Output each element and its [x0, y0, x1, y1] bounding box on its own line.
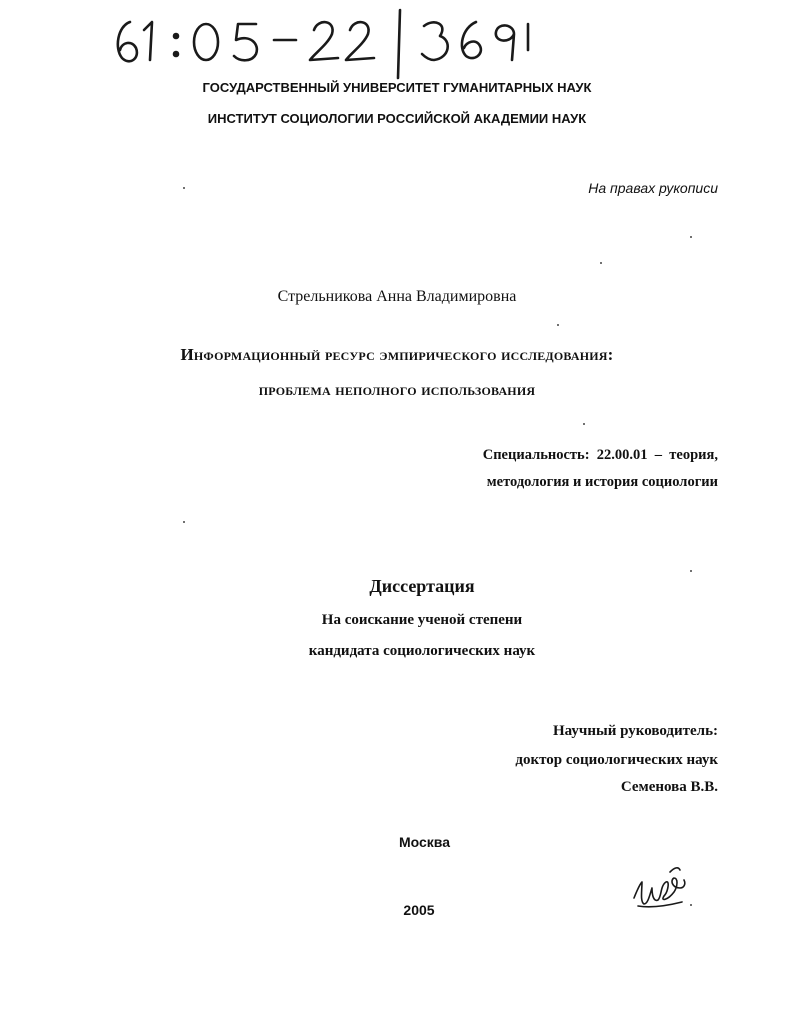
specialty-line-2: методология и история социологии: [486, 474, 718, 490]
author-name: Стрельникова Анна Владимировна: [277, 288, 517, 305]
signature: [630, 858, 690, 918]
advisor-title: доктор социологических наук: [515, 752, 718, 768]
scan-speck: [557, 324, 559, 326]
advisor-label: Научный руководитель:: [553, 723, 718, 739]
scan-speck: [183, 187, 185, 189]
degree-line-1: На соискание ученой степени: [321, 612, 523, 628]
advisor-name: Семенова В.В.: [620, 779, 718, 795]
degree-line-2: кандидата социологических наук: [308, 643, 536, 659]
scan-speck: [690, 236, 692, 238]
city: Москва: [398, 834, 451, 850]
specialty-line-1: Специальность: 22.00.01 – теория,: [482, 447, 718, 463]
degree-heading: Диссертация: [369, 576, 475, 596]
scan-speck: [183, 521, 185, 523]
dissertation-title-line-1: Информационный ресурс эмпирического исследования:: [180, 345, 614, 364]
scan-speck: [600, 262, 602, 264]
dissertation-title-line-2: проблема неполного использования: [258, 380, 536, 399]
scan-speck: [583, 423, 585, 425]
scan-speck: [690, 904, 692, 906]
institute-name: ИНСТИТУТ СОЦИОЛОГИИ РОССИЙСКОЙ АКАДЕМИИ НАУК: [207, 111, 587, 126]
rights-note: На правах рукописи: [588, 180, 718, 196]
scan-speck: [690, 570, 692, 572]
year: 2005: [403, 902, 435, 918]
university-name: ГОСУДАРСТВЕННЫЙ УНИВЕРСИТЕТ ГУМАНИТАРНЫХ НАУК: [202, 80, 592, 95]
handwritten-archive-number: [100, 0, 540, 80]
